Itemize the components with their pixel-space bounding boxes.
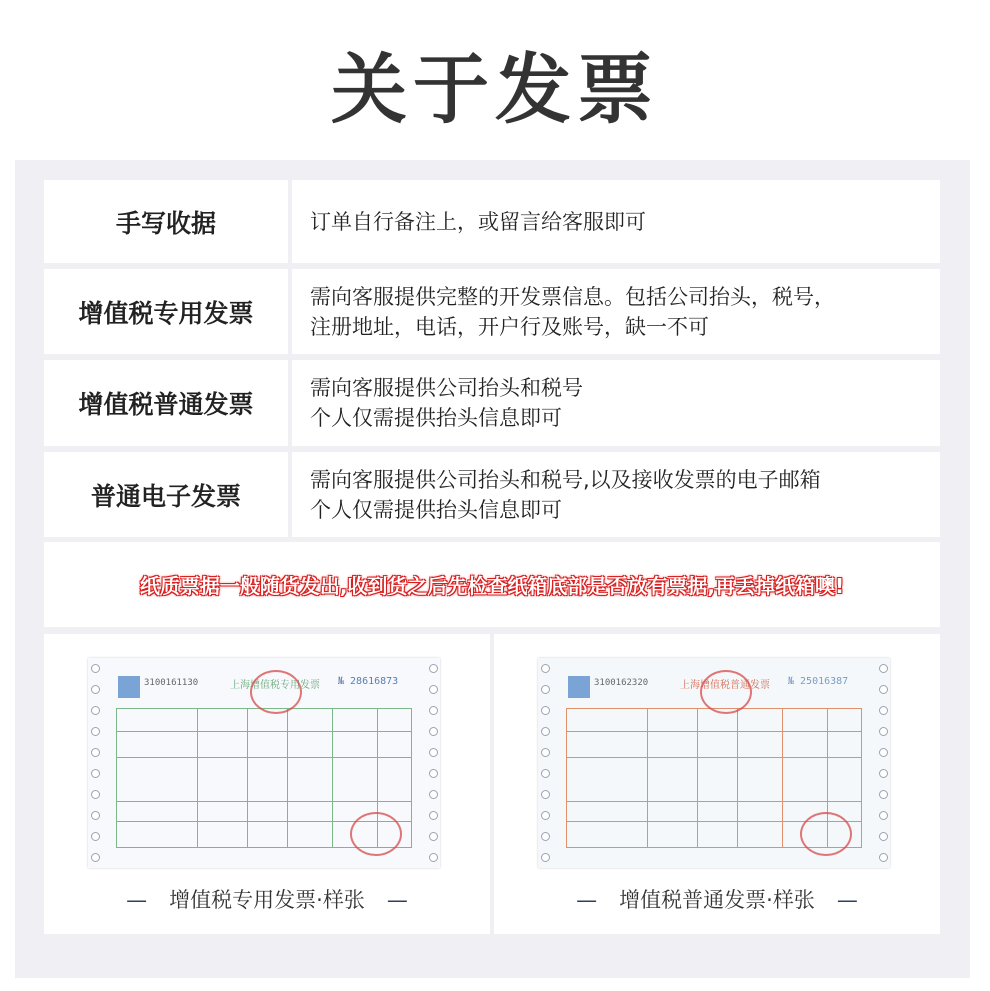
qr-code-icon [568, 676, 590, 698]
row-label-text: 增值税普通发票 [78, 390, 254, 419]
row-desc-line: 订单自行备注上，或留言给客服即可 [310, 209, 646, 234]
invoice-body [110, 668, 418, 856]
qr-code-icon [118, 676, 140, 698]
caption-text: 增值税普通发票·样张 [619, 888, 815, 912]
row-label-vat-general-invoice [44, 360, 288, 446]
perforation-left [538, 658, 552, 868]
row-desc-line: 需向客服提供公司抬头和税号 [310, 376, 583, 400]
row-desc-line: 注册地址，电话，开户行及账号，缺一不可 [310, 314, 709, 339]
sample-caption [44, 884, 490, 914]
paper-receipt-notice [44, 542, 940, 627]
row-label-text: 普通电子发票 [90, 481, 241, 511]
row-label-e-invoice [44, 452, 288, 537]
row-desc-line: 需向客服提供公司抬头和税号,以及接收发票的电子邮箱 [310, 467, 821, 492]
row-label-vat-special-invoice [44, 269, 288, 354]
invoice-image [88, 658, 440, 868]
row-desc-vat-special-invoice [292, 269, 940, 354]
caption-dash: — [386, 888, 408, 912]
perforation-right [876, 658, 890, 868]
invoice-code: 3100161130 [144, 678, 199, 688]
page-title: 关于发票 [331, 45, 659, 134]
invoice-title: 上海增值税普通发票 [680, 680, 770, 691]
invoice-number: № 25016387 [788, 676, 849, 687]
invoice-image [538, 658, 890, 868]
perforation-left [88, 658, 102, 868]
row-desc-line: 需向客服提供完整的开发票信息。包括公司抬头，税号， [310, 284, 835, 309]
stamp-icon [700, 670, 752, 714]
row-desc-e-invoice [292, 452, 940, 537]
invoice-code: 3100162320 [594, 678, 649, 688]
perforation-right [426, 658, 440, 868]
stamp-icon [250, 670, 302, 714]
caption-dash: — [836, 888, 858, 912]
invoice-body [560, 668, 868, 856]
caption-text: 增值税专用发票·样张 [169, 888, 365, 912]
sample-card-vat-general [494, 634, 940, 934]
invoice-title: 上海增值税专用发票 [230, 680, 320, 691]
sample-caption [494, 884, 940, 914]
stamp-icon [350, 812, 402, 856]
row-desc-line: 个人仅需提供抬头信息即可 [310, 406, 562, 430]
row-desc-handwritten-receipt [292, 180, 940, 263]
row-desc-vat-general-invoice [292, 360, 940, 446]
invoice-number: № 28616873 [338, 676, 399, 687]
row-label-text: 增值税专用发票 [78, 298, 254, 328]
notice-text: 纸质票据一般随货发出,收到货之后先检查纸箱底部是否放有票据,再丢掉纸箱噢! [139, 574, 845, 598]
row-desc-line: 个人仅需提供抬头信息即可 [310, 497, 562, 522]
stamp-icon [800, 812, 852, 856]
row-label-text: 手写收据 [115, 208, 216, 238]
row-label-handwritten-receipt [44, 180, 288, 263]
caption-dash: — [576, 888, 598, 912]
caption-dash: — [126, 888, 148, 912]
sample-card-vat-special [44, 634, 490, 934]
